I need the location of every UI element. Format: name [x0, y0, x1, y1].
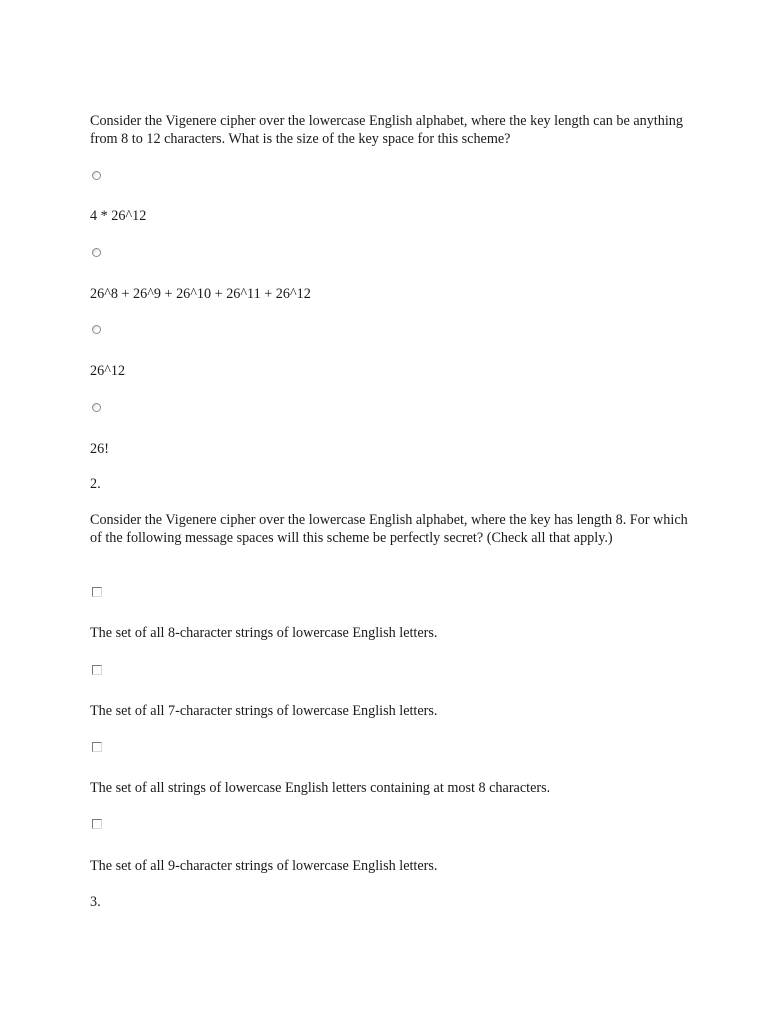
option-2-3-checkbox[interactable] — [92, 742, 102, 752]
option-1-label: 4 * 26^12 — [90, 208, 147, 224]
option-4-radio[interactable] — [92, 403, 101, 412]
question-2-number: 2. — [90, 476, 101, 492]
option-3-label: 26^12 — [90, 363, 126, 379]
option-2-2-checkbox[interactable] — [92, 665, 102, 675]
option-3-radio[interactable] — [92, 325, 101, 334]
option-2-label: 26^8 + 26^9 + 26^10 + 26^11 + 26^12 — [90, 286, 311, 302]
option-2-3-label: The set of all strings of lowercase English letters containing at most 8 characters. — [90, 780, 551, 796]
question-1-text: Consider the Vigenere cipher over the lowercase English alphabet, where the key length can be anything from 8 to 12 characters. What is the size of the key space for this scheme? — [90, 113, 683, 147]
question-3-number: 3. — [90, 894, 101, 910]
option-2-radio[interactable] — [92, 248, 101, 257]
option-2-1-checkbox[interactable] — [92, 587, 102, 597]
option-2-4-label: The set of all 9-character strings of lowercase English letters. — [90, 858, 438, 874]
option-2-1-label: The set of all 8-character strings of lowercase English letters. — [90, 625, 438, 641]
question-2-text: Consider the Vigenere cipher over the lowercase English alphabet, where the key has length 8. For which of the following message spaces will this scheme be perfectly secret? (Check all that apply.) — [90, 512, 688, 546]
option-2-4-checkbox[interactable] — [92, 819, 102, 829]
option-4-label: 26! — [90, 441, 109, 457]
option-1-radio[interactable] — [92, 171, 101, 180]
option-2-2-label: The set of all 7-character strings of lowercase English letters. — [90, 703, 438, 719]
